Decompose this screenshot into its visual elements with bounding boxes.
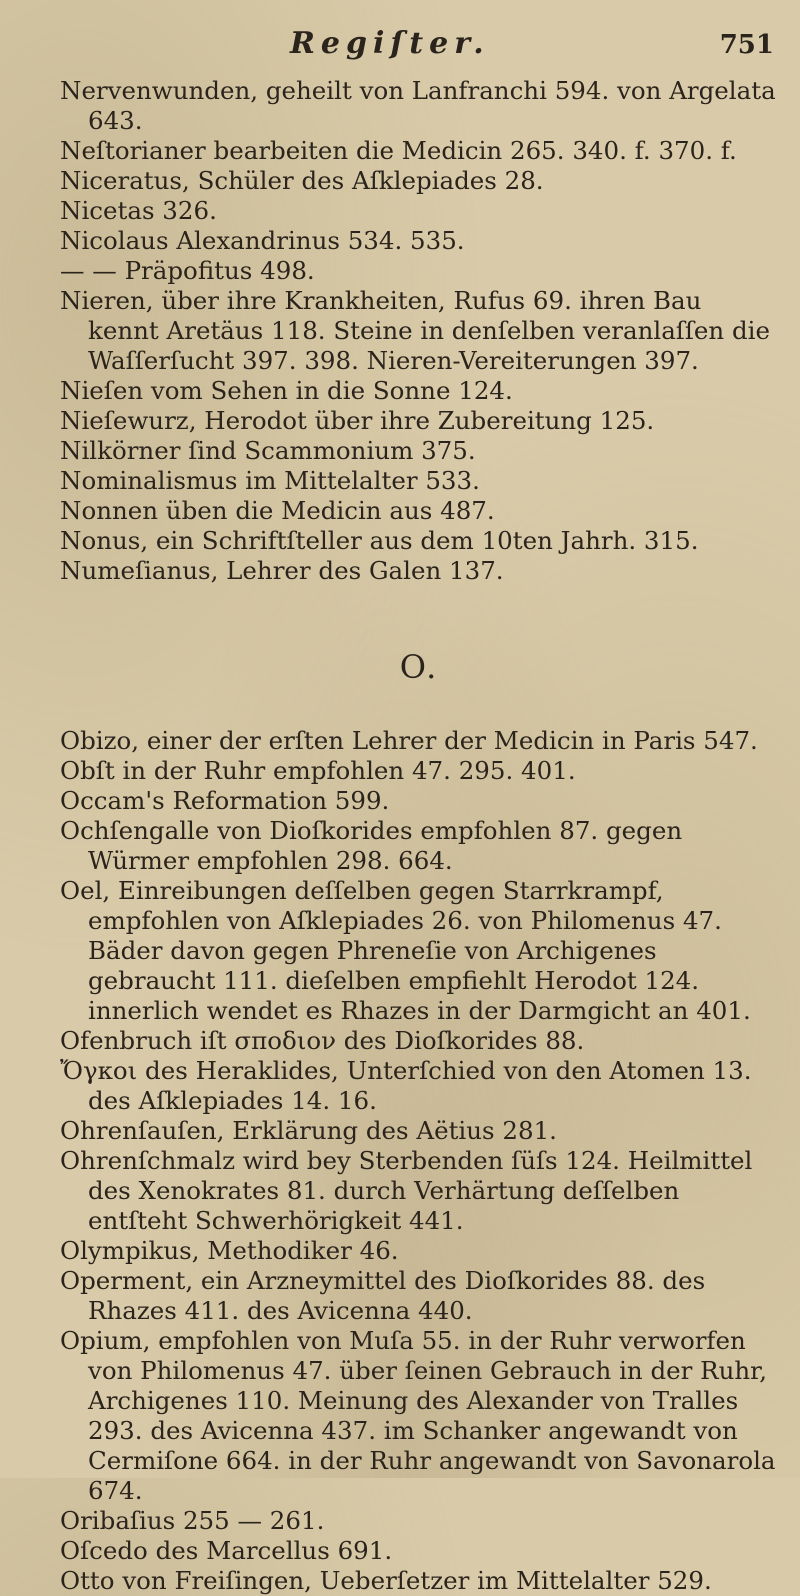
index-entry: Ofenbruch iſt σποδιον des Dioſkorides 88. bbox=[60, 1026, 585, 1055]
running-title: Regiſter. bbox=[290, 26, 490, 61]
index-entry: Nicetas 326. bbox=[60, 196, 217, 225]
section-heading-o: O. bbox=[399, 648, 439, 686]
index-entry: Nonnen üben die Medicin aus 487. bbox=[60, 496, 495, 525]
index-entry: Operment, ein Arzneymittel des Dioſkorides 88. des Rhazes 411. des Avicenna 440. bbox=[60, 1266, 706, 1325]
index-entry: Nieren, über ihre Krankheiten, Rufus 69. ihren Bau kennt Aretäus 118. Steine in denſelben veranlaſſen die Waſſerſucht 397. 398. Nieren-Vereiterungen 397. bbox=[60, 286, 771, 375]
index-entry: Nieſen vom Sehen in die Sonne 124. bbox=[60, 376, 513, 405]
index-entry: Nervenwunden, geheilt von Lanfranchi 594. von Argelata 643. bbox=[60, 76, 776, 135]
index-entry: Niceratus, Schüler des Aſklepiades 28. bbox=[60, 166, 544, 195]
index-section-n bbox=[60, 76, 778, 586]
page-number: 751 bbox=[719, 30, 774, 60]
index-entry: Ὄγκοι des Heraklides, Unterſchied von den Atomen 13. des Aſklepiades 14. 16. bbox=[60, 1056, 752, 1115]
index-entry: Nicolaus Alexandrinus 534. 535. bbox=[60, 226, 465, 255]
index-section-o bbox=[60, 726, 778, 1596]
index-entry: Oſcedo des Marcellus 691. bbox=[60, 1536, 393, 1565]
index-entry: Olympikus, Methodiker 46. bbox=[60, 1236, 399, 1265]
index-entry: Numeſianus, Lehrer des Galen 137. bbox=[60, 556, 504, 585]
index-entry: Occam's Reformation 599. bbox=[60, 786, 390, 815]
index-entry: Nieſewurz, Herodot über ihre Zubereitung 125. bbox=[60, 406, 655, 435]
index-entry: Otto von Freiſingen, Ueberſetzer im Mittelalter 529. bbox=[60, 1566, 712, 1595]
index-entry: — — Präpofitus 498. bbox=[60, 256, 315, 285]
index-entry: Oel, Einreibungen deſſelben gegen Starrkrampf, empfohlen von Aſklepiades 26. von Philomenus 47. Bäder davon gegen Phreneſie von Archigenes gebraucht 111. dieſelben empfiehlt Herodot 124. innerlich wendet es Rhazes in der Darmgicht an 401. bbox=[60, 876, 751, 1025]
index-entry: Obizo, einer der erſten Lehrer der Medicin in Paris 547. bbox=[60, 726, 758, 755]
index-entry: Nonus, ein Schriftſteller aus dem 10ten Jahrh. 315. bbox=[60, 526, 699, 555]
index-entry: Nominalismus im Mittelalter 533. bbox=[60, 466, 480, 495]
index-entry: Ohrenſauſen, Erklärung des Aëtius 281. bbox=[60, 1116, 557, 1145]
index-entry: Opium, empfohlen von Muſa 55. in der Ruhr verworfen von Philomenus 47. über ſeinen Gebrauch in der Ruhr, Archigenes 110. Meinung des Alexander von Tralles 293. des Avicenna 437. im Schanker angewandt von Cermiſone 664. in der Ruhr angewandt von Savonarola 674. bbox=[60, 1326, 776, 1505]
index-entry: Nilkörner ſind Scammonium 375. bbox=[60, 436, 476, 465]
index-entry: Ohrenſchmalz wird bey Sterbenden ſüſs 124. Heilmittel des Xenokrates 81. durch Verhärtung deſſelben entſteht Schwerhörigkeit 441. bbox=[60, 1146, 753, 1235]
page-header bbox=[60, 18, 778, 76]
index-entry: Neſtorianer bearbeiten die Medicin 265. 340. f. 370. f. bbox=[60, 136, 737, 165]
index-entry: Oribaſius 255 — 261. bbox=[60, 1506, 325, 1535]
index-entry: Ochſengalle von Dioſkorides empfohlen 87. gegen Würmer empfohlen 298. 664. bbox=[60, 816, 683, 875]
index-entry: Obſt in der Ruhr empfohlen 47. 295. 401. bbox=[60, 756, 576, 785]
